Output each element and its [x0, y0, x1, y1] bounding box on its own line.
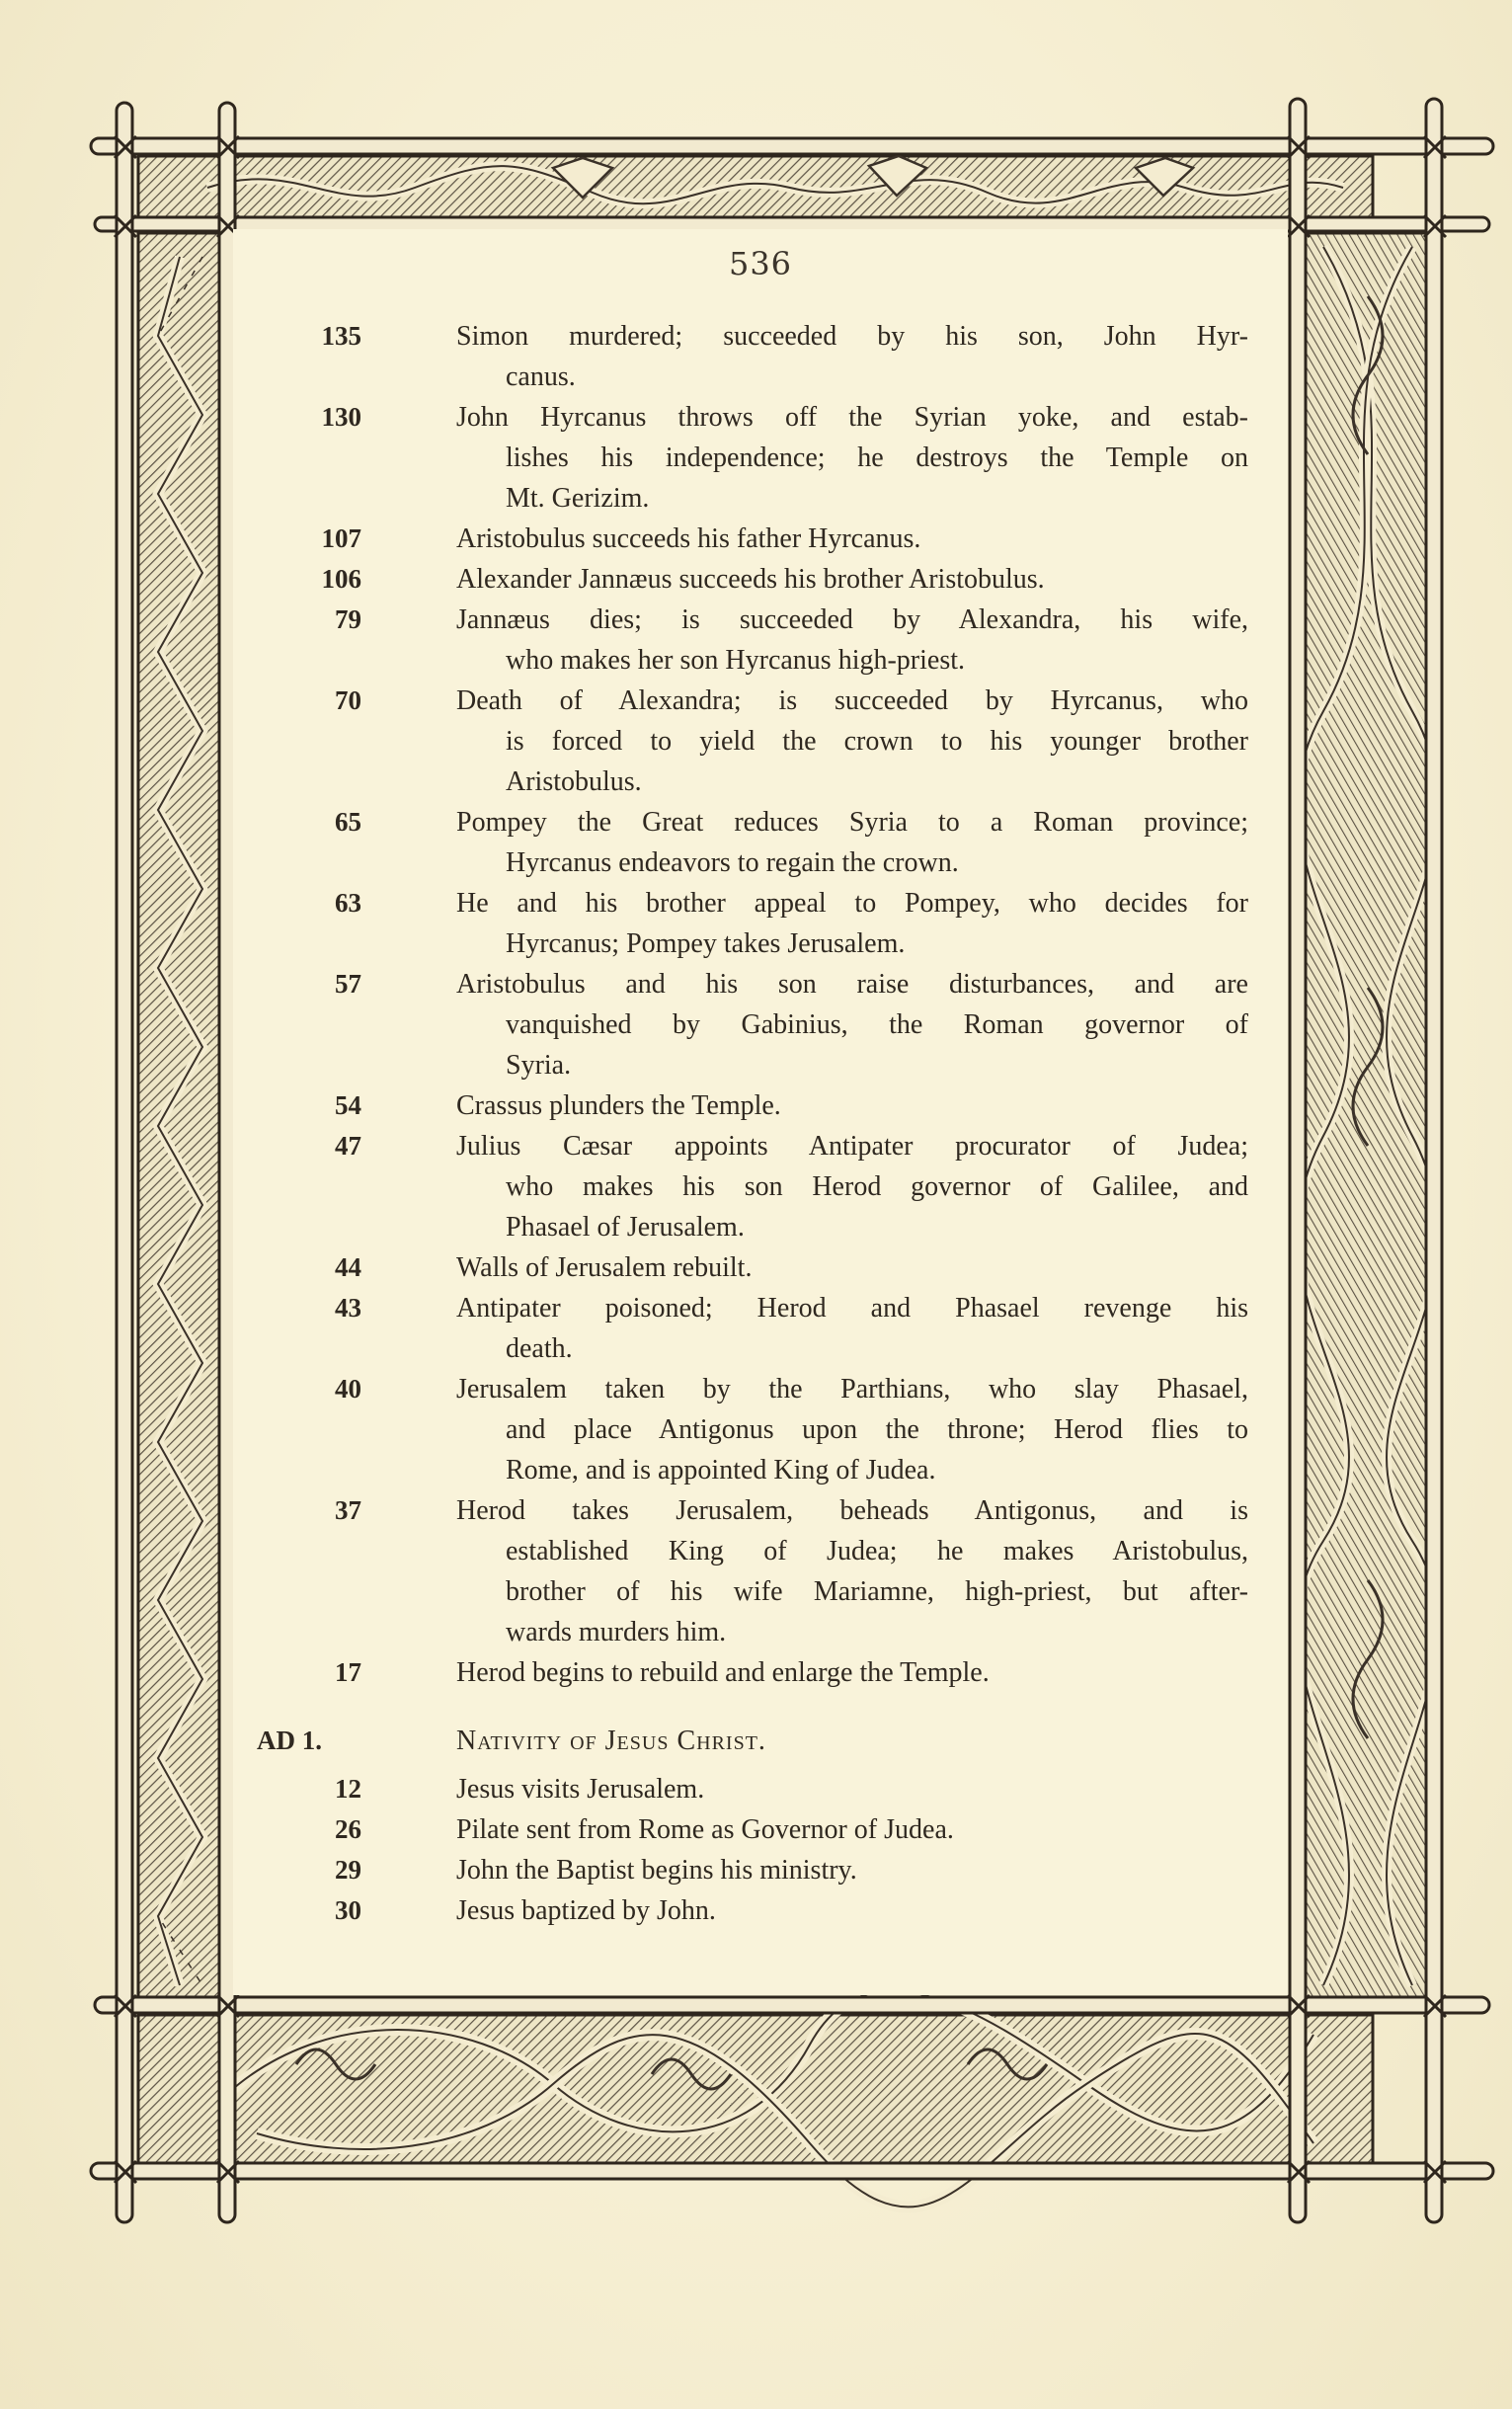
entry-line: Alexander Jannæus succeeds his brother Aristobulus.: [456, 564, 1045, 595]
entry-line: Aristobulus succeeds his father Hyrcanus.: [456, 523, 921, 554]
chronology-entry: [233, 397, 1288, 519]
entry-line: Aristobulus.: [506, 766, 642, 797]
entry-description: [456, 681, 1248, 802]
text-panel: [233, 229, 1288, 1995]
entry-description: [456, 1085, 1248, 1126]
entry-year: 30: [335, 1895, 361, 1925]
entry-year: 26: [335, 1814, 361, 1844]
entry-line: Phasael of Jerusalem.: [506, 1212, 745, 1243]
entry-year: 37: [335, 1495, 361, 1525]
entry-description: [456, 802, 1248, 883]
chronology-entry: [233, 1085, 1288, 1126]
entry-line: Hyrcanus; Pompey takes Jerusalem.: [506, 928, 906, 959]
chronology-entry: [233, 559, 1288, 600]
entry-description: [456, 1890, 1248, 1931]
chronology-entry: [233, 1288, 1288, 1369]
entry-line: brother of his wife Mariamne, high-priest, but after-: [506, 1576, 1248, 1607]
entry-line: He and his brother appeal to Pompey, who decides for: [456, 888, 1248, 919]
entry-line: and place Antigonus upon the throne; Herod flies to: [506, 1414, 1248, 1445]
chronology-entry: [233, 883, 1288, 964]
entry-line: Herod takes Jerusalem, beheads Antigonus, and is: [456, 1495, 1248, 1526]
entry-line: Simon murdered; succeeded by his son, John Hyr-: [456, 321, 1248, 352]
entry-year: 40: [335, 1374, 361, 1404]
ad-heading-entry: [233, 1721, 1288, 1761]
entry-line: lishes his independence; he destroys the Temple on: [506, 442, 1248, 473]
entry-line: Pilate sent from Rome as Governor of Judea.: [456, 1814, 954, 1845]
left-border-band: [138, 233, 221, 1997]
chronology-list: [233, 316, 1288, 1931]
entry-line: established King of Judea; he makes Aristobulus,: [506, 1536, 1248, 1566]
bottom-border-band: [138, 1991, 1373, 2208]
entry-line: Hyrcanus endeavors to regain the crown.: [506, 847, 959, 878]
entry-line: Jesus baptized by John.: [456, 1895, 716, 1926]
chronology-entry: [233, 1126, 1288, 1247]
right-border-band: [1298, 233, 1438, 1997]
chronology-entry: [233, 316, 1288, 397]
entry-line: who makes her son Hyrcanus high-priest.: [506, 645, 966, 676]
top-border-band: [138, 156, 1373, 217]
entry-line: who makes his son Herod governor of Galilee, and: [506, 1171, 1248, 1202]
chronology-entry: [233, 964, 1288, 1085]
entry-description: [456, 1809, 1248, 1850]
page-number: 536: [728, 245, 793, 282]
chronology-entry: [233, 1652, 1288, 1693]
entry-line: Walls of Jerusalem rebuilt.: [456, 1252, 753, 1283]
entry-line: Jerusalem taken by the Parthians, who slay Phasael,: [456, 1374, 1248, 1405]
entry-year: 63: [335, 888, 361, 918]
entry-description: [456, 1369, 1248, 1490]
entry-description: [456, 1288, 1248, 1369]
chronology-entry: [233, 1369, 1288, 1490]
entry-line: John the Baptist begins his ministry.: [456, 1855, 857, 1886]
entry-year: AD 1.: [257, 1726, 322, 1755]
entry-year: 29: [335, 1855, 361, 1885]
entry-line: Jannæus dies; is succeeded by Alexandra, his wife,: [456, 604, 1248, 635]
entry-description: [456, 1652, 1248, 1693]
chronology-entry: [233, 519, 1288, 559]
chronology-entry: [233, 1490, 1288, 1652]
entry-year: 130: [321, 402, 361, 432]
entry-year: 17: [335, 1657, 361, 1687]
chronology-entry: [233, 1769, 1288, 1809]
entry-line: Mt. Gerizim.: [506, 483, 650, 514]
chronology-entry: [233, 600, 1288, 681]
entry-year: 135: [321, 321, 361, 351]
entry-year: 106: [321, 564, 361, 594]
entry-year: 44: [335, 1252, 361, 1282]
entry-description: [456, 1247, 1248, 1288]
entry-line: Syria.: [506, 1050, 572, 1081]
entry-description: [456, 1769, 1248, 1809]
chronology-entry: [233, 1809, 1288, 1850]
entry-description: [456, 559, 1248, 600]
entry-description: [456, 1490, 1248, 1652]
chronology-entry: [233, 1247, 1288, 1288]
entry-line: death.: [506, 1333, 573, 1364]
entry-line: vanquished by Gabinius, the Roman governor of: [506, 1009, 1248, 1040]
entry-description: [456, 600, 1248, 681]
entry-line: Crassus plunders the Temple.: [456, 1090, 781, 1121]
entry-description: [456, 1721, 1248, 1761]
entry-line: John Hyrcanus throws off the Syrian yoke, and estab-: [456, 402, 1248, 433]
section-gap: [233, 1693, 1288, 1721]
entry-description: [456, 316, 1248, 397]
entry-line: Herod begins to rebuild and enlarge the Temple.: [456, 1657, 990, 1688]
entry-line: Nativity of Jesus Christ.: [456, 1726, 766, 1756]
entry-description: [456, 883, 1248, 964]
entry-line: wards murders him.: [506, 1617, 727, 1647]
entry-line: Rome, and is appointed King of Judea.: [506, 1455, 936, 1486]
entry-year: 70: [335, 685, 361, 715]
entry-description: [456, 519, 1248, 559]
entry-year: 57: [335, 969, 361, 999]
entry-line: is forced to yield the crown to his younger brother: [506, 726, 1248, 757]
entry-year: 79: [335, 604, 361, 634]
entry-description: [456, 1850, 1248, 1890]
entry-line: Aristobulus and his son raise disturbances, and are: [456, 969, 1248, 1000]
entry-line: canus.: [506, 361, 576, 392]
entry-year: 65: [335, 807, 361, 837]
entry-year: 54: [335, 1090, 361, 1120]
entry-year: 43: [335, 1293, 361, 1323]
entry-year: 12: [335, 1774, 361, 1804]
entry-line: Death of Alexandra; is succeeded by Hyrcanus, who: [456, 685, 1248, 716]
entry-line: Jesus visits Jerusalem.: [456, 1774, 705, 1805]
entry-description: [456, 1126, 1248, 1247]
entry-year: 107: [321, 523, 361, 553]
chronology-entry: [233, 681, 1288, 802]
entry-year: 47: [335, 1131, 361, 1161]
chronology-entry: [233, 1850, 1288, 1890]
section-gap: [233, 1761, 1288, 1769]
entry-description: [456, 397, 1248, 519]
chronology-entry: [233, 1890, 1288, 1931]
entry-line: Julius Cæsar appoints Antipater procurator of Judea;: [456, 1131, 1248, 1162]
entry-line: Pompey the Great reduces Syria to a Roman province;: [456, 807, 1248, 838]
chronology-entry: [233, 802, 1288, 883]
entry-line: Antipater poisoned; Herod and Phasael revenge his: [456, 1293, 1248, 1324]
entry-description: [456, 964, 1248, 1085]
